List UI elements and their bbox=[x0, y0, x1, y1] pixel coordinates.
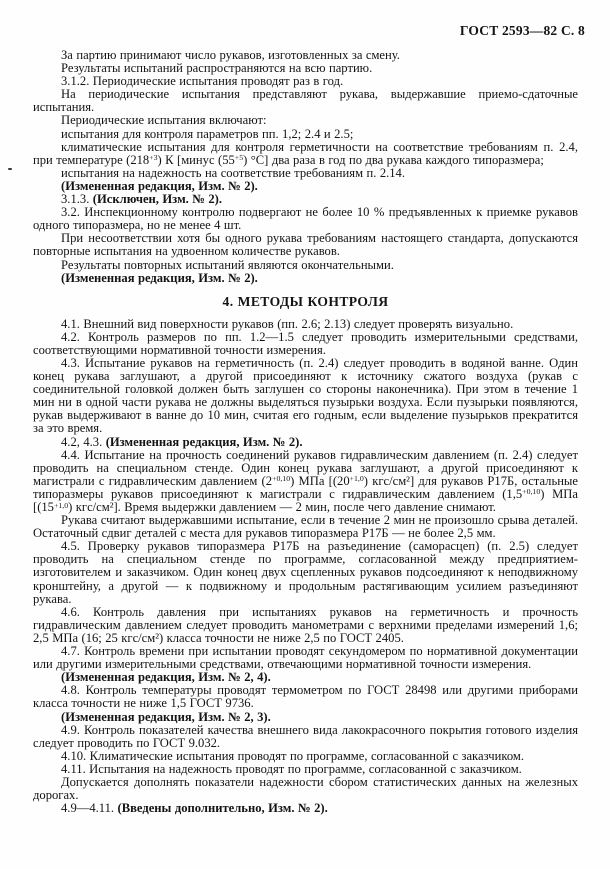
superscript-tolerance: +3 bbox=[149, 153, 158, 163]
superscript-tolerance: +0,10 bbox=[522, 487, 541, 497]
text-run: испытания на надежность на соответствие требованиям п. 2.14. bbox=[61, 165, 406, 180]
text-run: ) МПа [(20 bbox=[290, 473, 350, 488]
text-run: 3.1.2. Периодические испытания проводят раз в год. bbox=[61, 74, 344, 89]
text-run: (Измененная редакция, Изм. № 2). bbox=[105, 434, 303, 449]
text-run: Результаты испытаний распространяются на всю партию. bbox=[61, 61, 373, 76]
text-run: За партию принимают число рукавов, изготовленных за смену. bbox=[61, 48, 400, 62]
text-run: ) К [минус (55 bbox=[157, 152, 235, 167]
page-header: ГОСТ 2593—82 С. 8 bbox=[459, 23, 585, 38]
paragraph bbox=[33, 606, 578, 645]
text-run: 4.2, 4.3. bbox=[61, 434, 106, 449]
paragraph bbox=[33, 141, 578, 167]
section-heading bbox=[33, 295, 578, 309]
paragraph bbox=[33, 357, 578, 436]
paragraph bbox=[33, 449, 578, 514]
text-run: 4.9—4.11. bbox=[61, 801, 118, 816]
superscript-tolerance: +1,0 bbox=[349, 474, 364, 484]
superscript-tolerance: +1,0 bbox=[53, 500, 69, 510]
paragraph bbox=[33, 232, 578, 258]
superscript-tolerance: +5 bbox=[234, 153, 244, 163]
paragraph bbox=[33, 802, 578, 815]
paragraph bbox=[33, 88, 578, 114]
text-run: При несоответствии хотя бы одного рукава требованиям настоящего стандарта, допускаются повторные испытания на удвоенном количестве рукавов. bbox=[33, 231, 578, 259]
text-run: 4.6. Контроль давления при испытаниях рукавов на герметичность и прочность гидравлическим давлением следует проводить манометрами с верхними пределами измерений 1,6; 2,5 МПа (16; 25 кгс/см²) класса точности не ниже 2,5 по ГОСТ 2405. bbox=[33, 604, 578, 645]
text-run: 3.1.3. bbox=[61, 192, 93, 207]
paragraph bbox=[33, 272, 578, 285]
text-run: (Измененная редакция, Изм. № 2, 4). bbox=[61, 670, 271, 685]
document-body bbox=[33, 49, 578, 815]
paragraph bbox=[33, 331, 578, 357]
text-run: ) °С] два раза в год по два рукава каждого типоразмера; bbox=[243, 152, 544, 167]
text-run: 4.3. Испытание рукавов на герметичность (п. 2.4) следует проводить в водяной ванне. Один конец рукава заглушают, а другой присоединяют к источнику сжатого воздуха (рукав с соединительной головкой должен быть заглушен со стороны наконечника). При этом в течение 1 мин ни в одной части рукава не должны выделяться пузырьки воздуха. Если пузырьки появляются, рукав выдерживают в ванне до 10 мин, считая его годным, если выделение пузырьков прекратится за это время. bbox=[33, 355, 578, 436]
text-run: 4.9. Контроль показателей качества внешнего вида лакокрасочного покрытия готового изделия следует проводить по ГОСТ 9.032. bbox=[33, 722, 578, 750]
paragraph bbox=[33, 724, 578, 750]
text-run: 4.5. Проверку рукавов типоразмера Р17Б на разъединение (саморасцеп) (п. 2.5) следует проводить на специальном стенде по программе, согласованной между предприятием-изготовителем и заказчиком. Один конец двух сцепленных рукавов подсоединяют к неподвижному кронштейну, а другой — к подвижному и продольным растягивающим усилием разъединяют рукава. bbox=[33, 539, 578, 606]
text-run: 4.11. Испытания на надежность проводят по программе, согласованной с заказчиком. bbox=[61, 761, 522, 776]
text-run: 4.10. Климатические испытания проводят по программе, согласованной с заказчиком. bbox=[61, 748, 525, 763]
paragraph bbox=[33, 540, 578, 605]
text-run: 4.7. Контроль времени при испытании проводят секундомером по нормативной документации или другими измерительными средствами, отвечающими нормативной точности измерения. bbox=[33, 644, 578, 672]
paragraph bbox=[33, 514, 578, 540]
scan-artifact-dot bbox=[8, 168, 12, 170]
text-run: ) кгс/см²] для рукавов Р17Б, остальные типоразмеры рукавов присоединяют к магистрали с гидравлическим давлением (1,5 bbox=[33, 473, 578, 501]
text-run: (Измененная редакция, Изм. № 2). bbox=[61, 178, 258, 193]
text-run: На периодические испытания представляют рукава, выдержавшие приемо-сдаточные испытания. bbox=[33, 87, 578, 115]
text-run: (Исключен, Изм. № 2). bbox=[92, 192, 222, 207]
text-run: испытания для контроля параметров пп. 1,2; 2.4 и 2.5; bbox=[61, 126, 354, 141]
text-run: 4.8. Контроль температуры проводят термометром по ГОСТ 28498 или другими приборами класса точности не ниже 1,5 ГОСТ 9736. bbox=[33, 683, 578, 711]
paragraph bbox=[33, 776, 578, 802]
text-run: 3.2. Инспекционному контролю подвергают не более 10 % предъявленных к приемке рукавов одного типоразмера, но не менее 4 шт. bbox=[33, 205, 578, 233]
text-run: Рукава считают выдержавшими испытание, если в течение 2 мин не произошло срыва деталей. Остаточный сдвиг деталей с места для рукавов типоразмера Р17Б — не более 2,5 мм. bbox=[33, 513, 578, 541]
text-run: 4.4. Испытание на прочность соединений рукавов гидравлическим давлением (п. 2.4) следует проводить на специальном стенде. Один конец рукава заглушают, а другой присоединяют к магистрали с гидравлическим давлением (2 bbox=[33, 447, 578, 488]
paragraph bbox=[33, 645, 578, 671]
text-run: Периодические испытания включают: bbox=[61, 113, 267, 128]
text-run: ) кгс/см²]. Время выдержки давлением — 2 мин, после чего давление снимают. bbox=[68, 500, 496, 514]
text-run: климатические испытания для контроля герметичности на соответствие требованиям п. 2.4, при температуре (218 bbox=[33, 139, 578, 167]
paragraph bbox=[33, 206, 578, 232]
text-run: Допускается дополнять показатели надежности сбором статистических данных на железных дорогах. bbox=[33, 774, 578, 803]
text-run: 4.1. Внешний вид поверхности рукавов (пп. 2.6; 2.13) следует проверять визуально. bbox=[61, 316, 514, 331]
text-run: Результаты повторных испытаний являются окончательными. bbox=[61, 257, 394, 272]
text-run: (Введены дополнительно, Изм. № 2). bbox=[117, 801, 328, 816]
text-run: 4.2. Контроль размеров по пп. 1.2—1.5 следует проводить измерительными средствами, соответствующими нормативной точности измерения. bbox=[33, 329, 578, 357]
text-run: (Измененная редакция, Изм. № 2, 3). bbox=[61, 709, 271, 724]
text-run: ) МПа [(15 bbox=[33, 486, 578, 514]
superscript-tolerance: +0,10 bbox=[272, 474, 291, 484]
text-run: 4. МЕТОДЫ КОНТРОЛЯ bbox=[222, 293, 389, 309]
text-run: (Измененная редакция, Изм. № 2). bbox=[61, 270, 258, 285]
paragraph bbox=[33, 684, 578, 710]
